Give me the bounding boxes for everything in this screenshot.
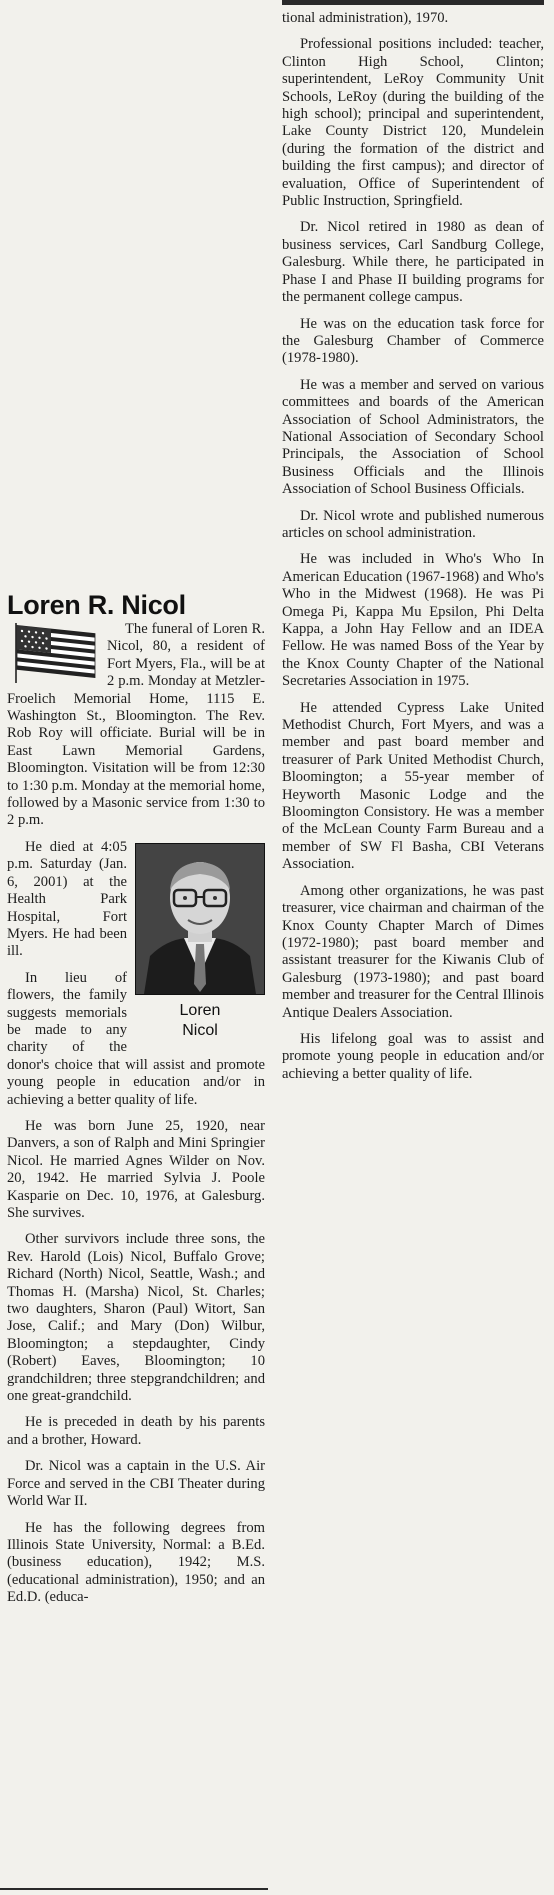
obituary-left-column <box>7 621 265 1616</box>
paragraph-birth-marriage: He was born June 25, 1920, near Danvers, a son of Ralph and Mini Springier Nicol. He married Agnes Wilder on Nov. 20, 1942. He married Sylvia J. Poole Kasparie on Dec. 10, 1976, at Galesburg. She survives. <box>7 1117 265 1221</box>
portrait-illustration <box>136 844 264 994</box>
paragraph-military-service: Dr. Nicol was a captain in the U.S. Air Force and served in the CBI Theater during World War II. <box>7 1458 265 1510</box>
caption-line-first: Loren <box>179 1001 221 1019</box>
column-bottom-rule <box>0 1888 268 1890</box>
paragraph-retirement: Dr. Nicol retired in 1980 as dean of business services, Carl Sandburg College, Galesburg. While there, he participated in Phase I and Phase II building programs for the permanent college campus. <box>282 219 544 306</box>
paragraph-task-force: He was on the education task force for the Galesburg Chamber of Commerce (1978-1980). <box>282 315 544 367</box>
obituary-headline: Loren R. Nicol <box>7 590 186 620</box>
paragraph-preceded-in-death: He is preceded in death by his parents and a brother, Howard. <box>7 1414 265 1448</box>
paragraph-church-and-memberships: He attended Cypress Lake United Methodist Church, Fort Myers, and was a member and past board member and treasurer of Park United Methodist Church, Bloomington; a 55-year member of Heyworth Masonic Lodge and the Bloomington Consistory. He was a member of the McLean County Farm Bureau and a member of SW Fl Basha, CBI Veterans Association. <box>282 699 544 873</box>
paragraph-degrees: He has the following degrees from Illinois State University, Normal: a B.Ed. (business education), 1942; M.S. (educational administration), 1950; and an Ed.D. (educa- <box>7 1519 265 1606</box>
paragraph-publications: Dr. Nicol wrote and published numerous articles on school administration. <box>282 507 544 541</box>
column-top-rule <box>282 0 544 5</box>
paragraph-lifelong-goal: His lifelong goal was to assist and promote young people in education and/or achieving a better quality of life. <box>282 1030 544 1082</box>
paragraph-organizations: Among other organizations, he was past treasurer, vice chairman and chairman of the Knox County Chapter March of Dimes (1972-1980); past board member and assistant treasurer for the Kiwanis Club of Galesburg (1973-1980); and past board member and treasurer for the Central Illinois Antique Dealers Association. <box>282 882 544 1021</box>
american-flag-icon <box>13 623 97 683</box>
caption-line-last: Nicol <box>182 1021 218 1039</box>
paragraph-associations: He was a member and served on various committees and boards of the American Association of School Administrators, the National Association of Secondary School Principals, the Association of School Business Officials and the Illinois Association of School Business Officials. <box>282 376 544 498</box>
paragraph-funeral-notice: The funeral of Loren R. Nicol, 80, a resident of Fort Myers, Fla., will be at 2 p.m. Monday at Metzler-Froelich Memorial Home, 1115 E. Washington St., Bloomington. The Rev. Rob Roy will officiate. Burial will be in East Lawn Memorial Gardens, Bloomington. Visitation will be from 12:30 to 1:30 p.m. Monday at the memorial home, followed by a Masonic service from 1:30 to 2 p.m. <box>7 621 265 829</box>
paragraph-honors: He was included in Who's Who In American Education (1967-1968) and Who's Who in the Midwest (1968). He was Pi Omega Pi, Kappa Mu Epsilon, Phi Delta Kappa, a John Hay Fellow and an IDEA Fellow. He was named Boss of the Year by the Knox County Chapter of the National Secretaries Association in 1975. <box>282 551 544 690</box>
paragraph-death: He died at 4:05 p.m. Saturday (Jan. 6, 2001) at the Health Park Hospital, Fort Myers. He had been ill. <box>7 838 127 960</box>
paragraph-survivors: Other survivors include three sons, the Rev. Harold (Lois) Nicol, Buffalo Grove; Richard (North) Nicol, Seattle, Wash.; and Thomas H. (Marsha) Nicol, St. Charles; two daughters, Sharon (Paul) Witort, San Jose, Calif.; and Mary (Don) Wilbur, Bloomington; a stepdaughter, Cindy (Robert) Eaves, Bloomington; 10 grandchildren; three stepgrandchildren; and one great-grandchild. <box>7 1231 265 1405</box>
paragraph-continuation: tional administration), 1970. <box>282 10 449 26</box>
paragraph-professional-positions: Professional positions included: teacher, Clinton High School, Clinton; superintendent, LeRoy Community Unit Schools, LeRoy (during the building of the high school); principal and superintendent, Lake County District 120, Mundelein (during the formation of the district and building the first campus); and director of evaluation, Office of Superintendent of Public Instruction, Springfield. <box>282 36 544 210</box>
paragraph-memorials: In lieu of flowers, the family suggests memorials be made to any charity of the donor's choice that will assist and promote young people in education and/or in achieving a better quality of life. <box>7 969 265 1108</box>
portrait-block <box>135 843 265 1041</box>
obituary-right-column <box>282 10 544 1092</box>
portrait-caption <box>135 1001 265 1041</box>
portrait-photo <box>135 843 265 995</box>
